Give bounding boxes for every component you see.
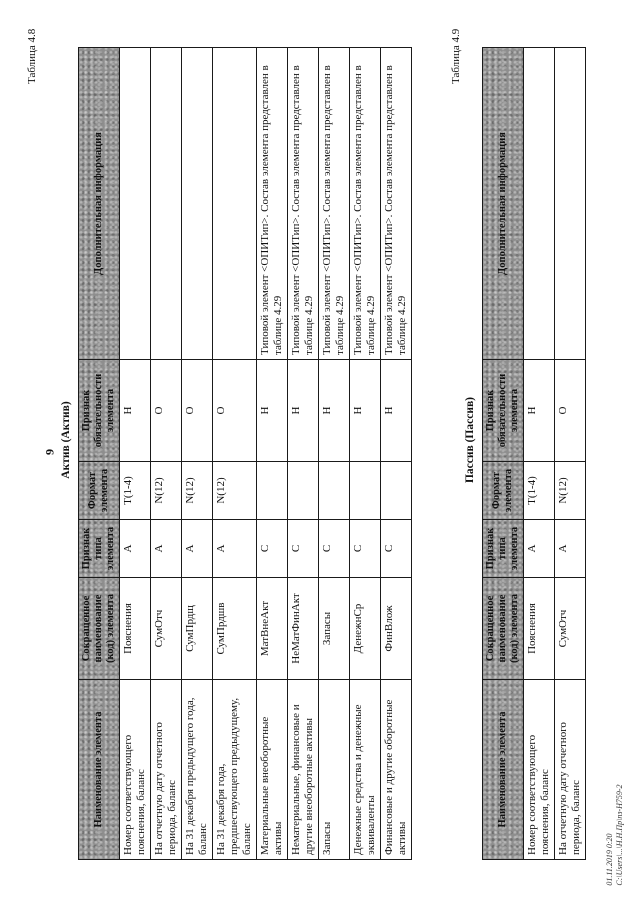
table-label-4-8: Таблица 4.8	[26, 28, 38, 84]
cell-type: А	[213, 520, 257, 578]
page-number: 9	[42, 449, 57, 455]
cell-name: Материальные внеоборотные активы	[257, 680, 288, 860]
cell-info	[213, 48, 257, 360]
cell-format	[257, 462, 288, 520]
cell-name: На 31 декабря предыдущего года, баланс	[182, 680, 213, 860]
table-row	[350, 48, 381, 860]
cell-type: С	[319, 520, 350, 578]
cell-info: Типовой элемент <ОПИТип>. Состав элемента представлен в таблице 4.29	[288, 48, 319, 360]
cell-info	[120, 48, 151, 360]
header-cell: Наименование элемента	[79, 680, 120, 860]
table-row	[182, 48, 213, 860]
table-title-aktiv: Актив (Актив)	[60, 401, 72, 479]
table-header-row	[483, 48, 524, 860]
cell-required: О	[151, 360, 182, 462]
header-cell: Признак типа элемента	[483, 520, 524, 578]
cell-required: Н	[319, 360, 350, 462]
table-header-row	[79, 48, 120, 860]
cell-required: Н	[257, 360, 288, 462]
cell-format: N(12)	[151, 462, 182, 520]
cell-format: T(1-4)	[120, 462, 151, 520]
cell-code: ФинВлож	[381, 578, 412, 680]
table-passiv	[482, 47, 586, 860]
cell-type: С	[381, 520, 412, 578]
cell-type: А	[182, 520, 213, 578]
header-cell: Признак обязательности элемента	[79, 360, 120, 462]
cell-info	[524, 48, 555, 360]
cell-info	[182, 48, 213, 360]
cell-name: На отчетную дату отчетного периода, баланс	[151, 680, 182, 860]
cell-info: Типовой элемент <ОПИТип>. Состав элемента представлен в таблице 4.29	[350, 48, 381, 360]
cell-name: Номер соответствующего пояснения, баланс	[524, 680, 555, 860]
cell-code: Пояснения	[524, 578, 555, 680]
cell-info: Типовой элемент <ОПИТип>. Состав элемента представлен в таблице 4.29	[257, 48, 288, 360]
cell-required: О	[182, 360, 213, 462]
table-aktiv	[78, 47, 412, 860]
cell-name: Нематериальные, финансовые и другие внеоборотные активы	[288, 680, 319, 860]
cell-name: Запасы	[319, 680, 350, 860]
cell-format	[350, 462, 381, 520]
cell-required: О	[213, 360, 257, 462]
table-label-4-9: Таблица 4.9	[450, 28, 462, 84]
cell-info	[555, 48, 586, 360]
cell-type: А	[555, 520, 586, 578]
cell-required: Н	[120, 360, 151, 462]
cell-info: Типовой элемент <ОПИТип>. Состав элемента представлен в таблице 4.29	[319, 48, 350, 360]
cell-format	[288, 462, 319, 520]
footer-timestamp: 01.11.2019 0:20	[605, 833, 614, 886]
table-row	[288, 48, 319, 860]
cell-name: На отчетную дату отчетного периода, баланс	[555, 680, 586, 860]
file-footer	[605, 784, 625, 885]
header-cell: Формат элемента	[483, 462, 524, 520]
header-cell: Дополнительная информация	[483, 48, 524, 360]
cell-required: Н	[350, 360, 381, 462]
cell-code: Запасы	[319, 578, 350, 680]
cell-format	[381, 462, 412, 520]
cell-code: СумОтч	[151, 578, 182, 680]
cell-format: N(12)	[182, 462, 213, 520]
table-row	[120, 48, 151, 860]
header-cell: Формат элемента	[79, 462, 120, 520]
cell-required: Н	[381, 360, 412, 462]
cell-code: МатВнеАкт	[257, 578, 288, 680]
cell-code: ДенежнСр	[350, 578, 381, 680]
cell-info	[151, 48, 182, 360]
cell-format: N(12)	[555, 462, 586, 520]
header-cell: Дополнительная информация	[79, 48, 120, 360]
cell-required: Н	[288, 360, 319, 462]
cell-type: С	[288, 520, 319, 578]
cell-type: А	[151, 520, 182, 578]
cell-format	[319, 462, 350, 520]
cell-format: N(12)	[213, 462, 257, 520]
table-row	[257, 48, 288, 860]
cell-required: О	[555, 360, 586, 462]
cell-code: СумПрдшв	[213, 578, 257, 680]
cell-name: Номер соответствующего пояснения, баланс	[120, 680, 151, 860]
cell-name: Финансовые и другие оборотные активы	[381, 680, 412, 860]
cell-type: А	[120, 520, 151, 578]
table-row	[319, 48, 350, 860]
cell-name: На 31 декабря года, предшествующего предыдущему, баланс	[213, 680, 257, 860]
header-cell: Сокращенное наименование (код) элемента	[79, 578, 120, 680]
header-cell: Признак обязательности элемента	[483, 360, 524, 462]
rotated-document	[0, 12, 640, 892]
cell-name: Денежные средства и денежные эквиваленты	[350, 680, 381, 860]
cell-code: НеМатФинАкт	[288, 578, 319, 680]
cell-code: СумПрдщ	[182, 578, 213, 680]
cell-code: Пояснения	[120, 578, 151, 680]
footer-path: C:\Users\...\Н.Н.Пр\пз-Н759-2	[615, 784, 624, 886]
cell-required: Н	[524, 360, 555, 462]
header-cell: Сокращенное наименование (код) элемента	[483, 578, 524, 680]
header-cell: Наименование элемента	[483, 680, 524, 860]
cell-format: T(1-4)	[524, 462, 555, 520]
cell-type: А	[524, 520, 555, 578]
cell-code: СумОтч	[555, 578, 586, 680]
cell-type: С	[257, 520, 288, 578]
table-row	[213, 48, 257, 860]
table-row	[381, 48, 412, 860]
table-title-passiv: Пассив (Пассив)	[464, 396, 476, 484]
table-row	[555, 48, 586, 860]
table-row	[524, 48, 555, 860]
cell-type: С	[350, 520, 381, 578]
cell-info: Типовой элемент <ОПИТип>. Состав элемента представлен в таблице 4.29	[381, 48, 412, 360]
header-cell: Признак типа элемента	[79, 520, 120, 578]
table-row	[151, 48, 182, 860]
